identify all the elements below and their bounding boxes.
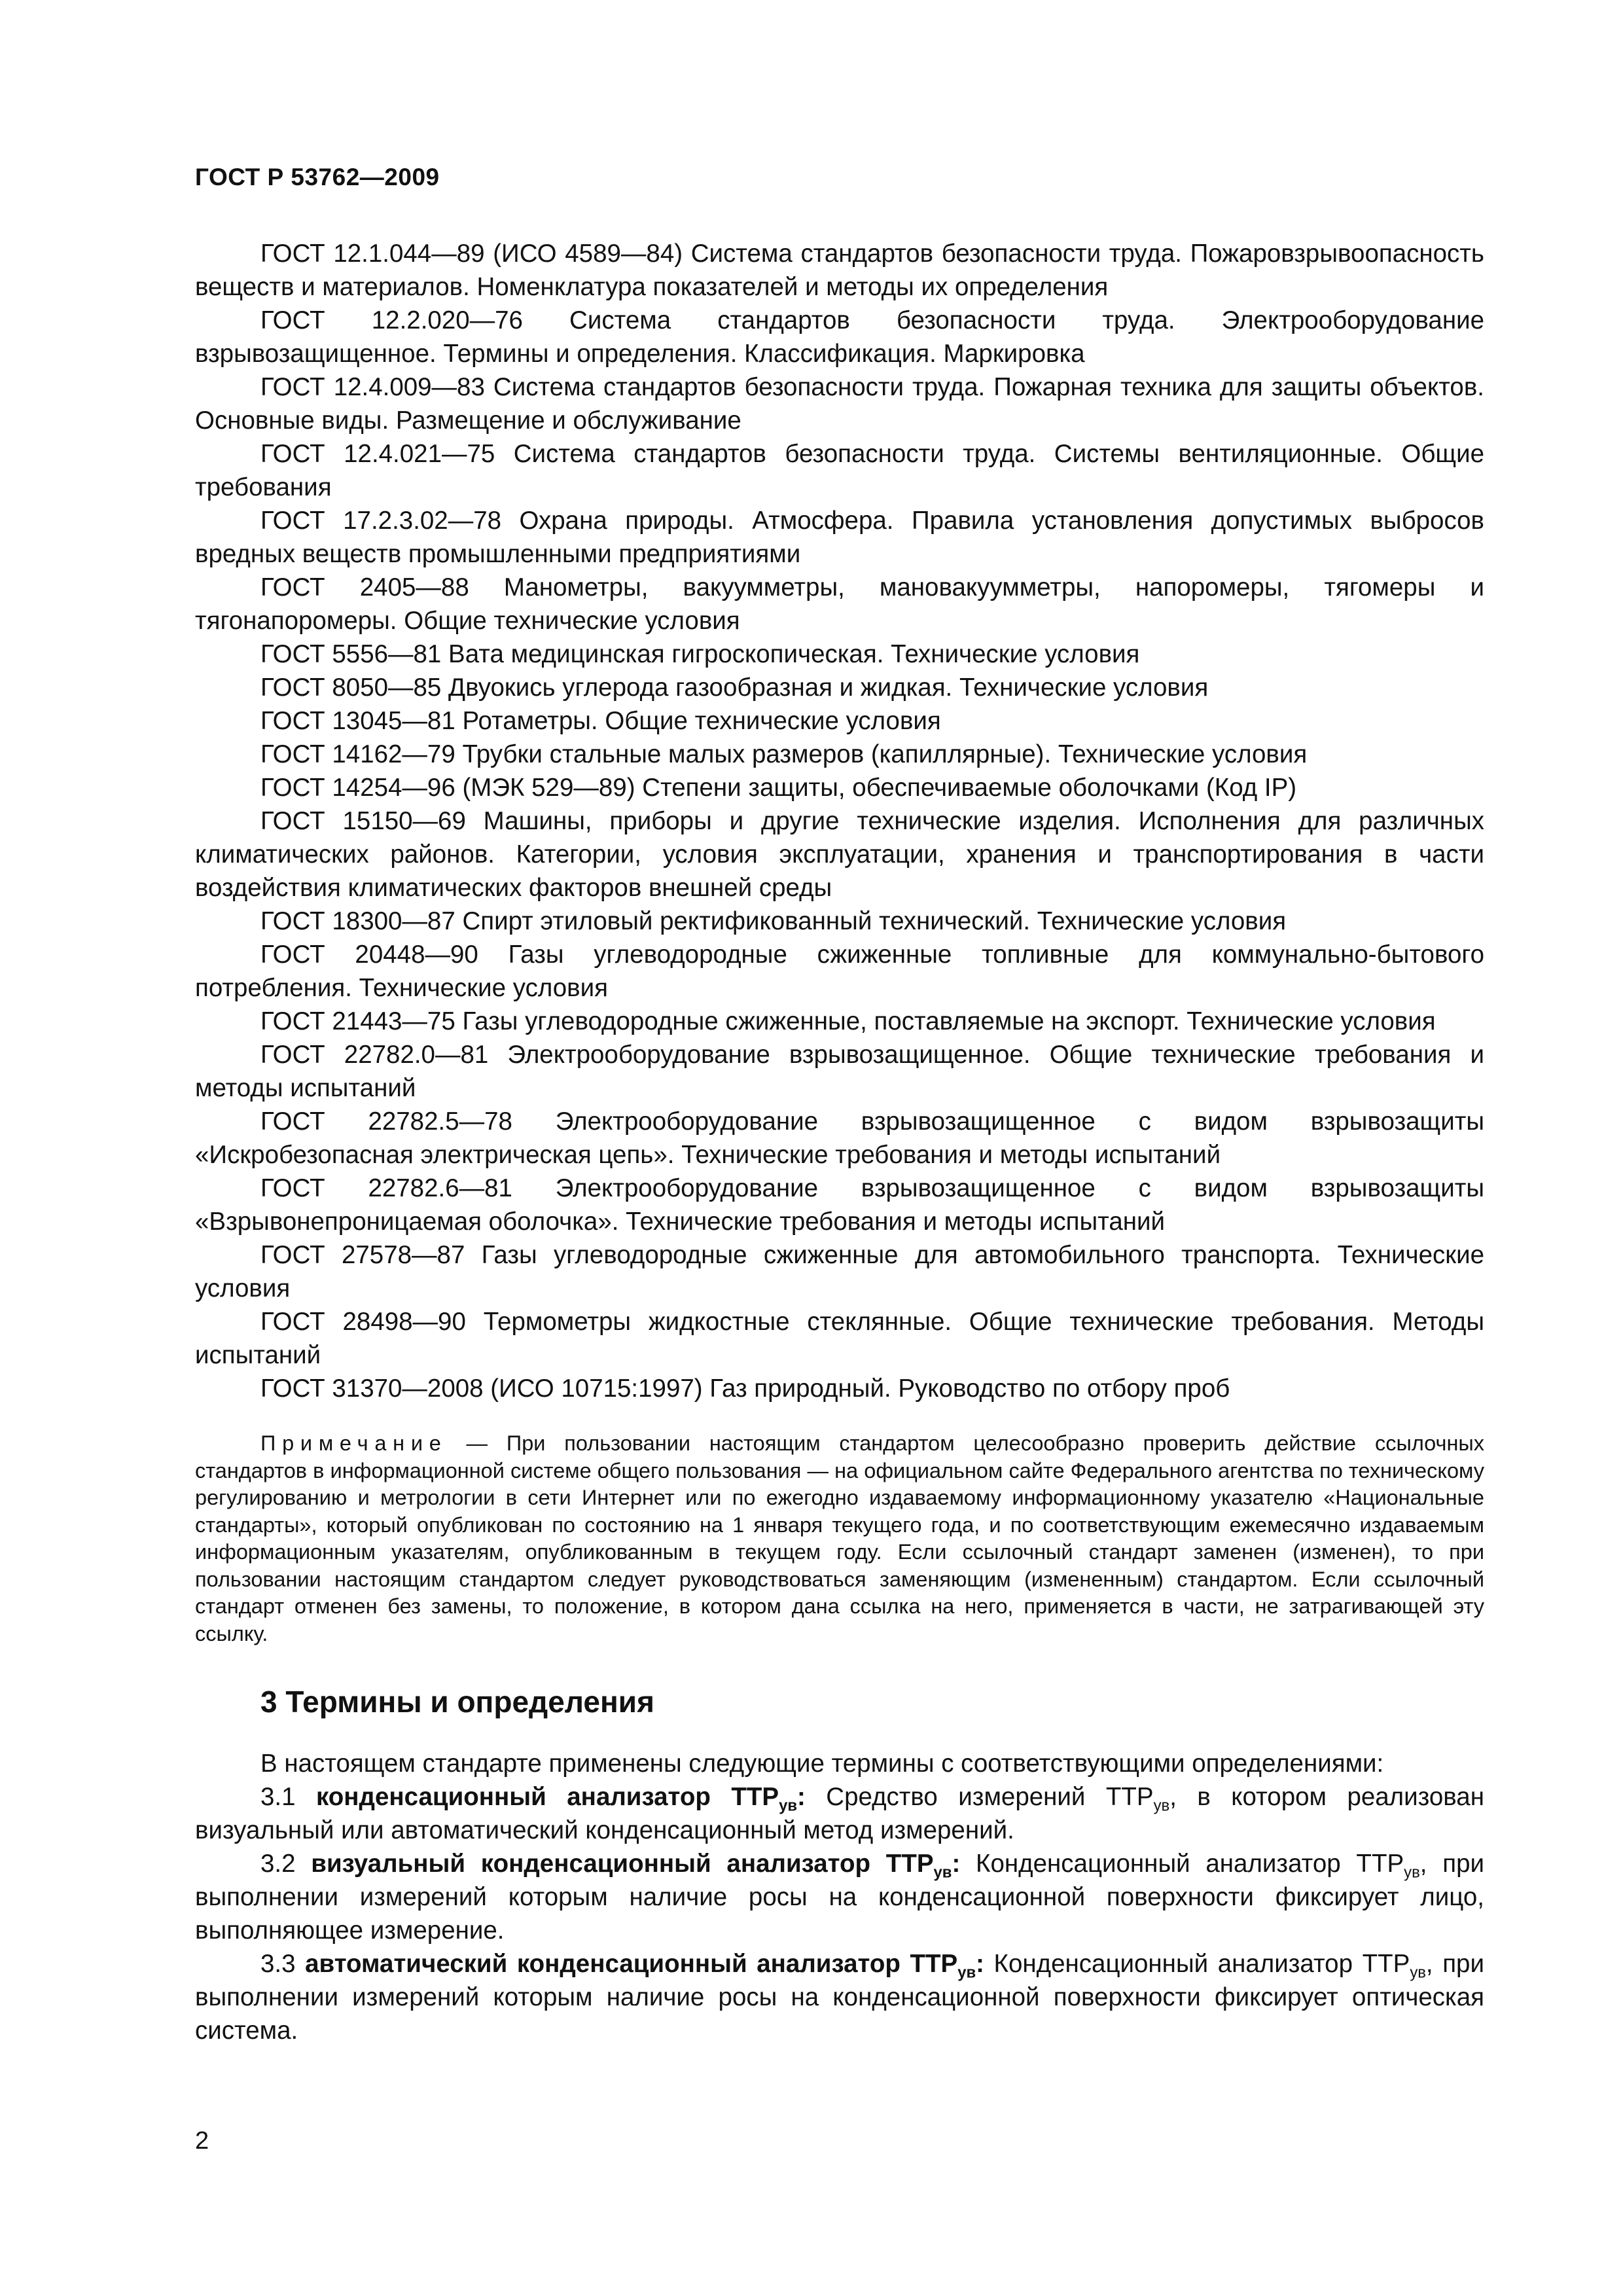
term-def: Средство измерений $ТТР_{ув}$, в котором реализован визуальный или автоматический конденсационный метод измерений. bbox=[195, 1783, 1484, 1844]
reference-item: ГОСТ 22782.5—78 Электрооборудование взрывозащищенное с видом взрывозащиты «Искробезопасная электрическая цепь». Технические требования и методы испытаний bbox=[195, 1107, 1484, 1169]
term-definition bbox=[195, 1780, 1484, 1847]
reference-item: ГОСТ 12.2.020—76 Система стандартов безопасности труда. Электрооборудование взрывозащищенное. Термины и определения. Классификация. Маркировка bbox=[195, 306, 1484, 368]
term-number: 3.1 bbox=[260, 1783, 296, 1811]
reference-item: ГОСТ 21443—75 Газы углеводородные сжиженные, поставляемые на экспорт. Технические условия bbox=[260, 1007, 1436, 1035]
reference-item: ГОСТ 17.2.3.02—78 Охрана природы. Атмосфера. Правила установления допустимых выбросов вредных веществ промышленными предприятиями bbox=[195, 507, 1484, 568]
term-def: Конденсационный анализатор $ТТР_{ув}$, при выполнении измерений которым наличие росы на конденсационной поверхности фиксирует лицо, выполняющее измерение. bbox=[195, 1850, 1484, 1945]
reference-item: ГОСТ 2405—88 Манометры, вакуумметры, мановакуумметры, напоромеры, тягомеры и тягонапоромеры. Общие технические условия bbox=[195, 573, 1484, 635]
term-number: 3.2 bbox=[260, 1850, 296, 1878]
reference-item: ГОСТ 14254—96 (МЭК 529—89) Степени защиты, обеспечиваемые оболочками (Код IP) bbox=[260, 774, 1297, 802]
reference-item: ГОСТ 22782.6—81 Электрооборудование взрывозащищенное с видом взрывозащиты «Взрывонепроницаемая оболочка». Технические требования и методы испытаний bbox=[195, 1174, 1484, 1236]
term-name: визуальный конденсационный анализатор $ТТР_{ув}$: bbox=[311, 1850, 961, 1882]
term-definition bbox=[195, 1947, 1484, 2047]
page-number: 2 bbox=[195, 2127, 209, 2155]
note-label: Примечание bbox=[260, 1431, 448, 1455]
reference-item: ГОСТ 12.4.021—75 Система стандартов безопасности труда. Системы вентиляционные. Общие требования bbox=[195, 440, 1484, 501]
note-dash: — bbox=[447, 1431, 507, 1455]
term-name: конденсационный анализатор $ТТР_{ув}$: bbox=[315, 1783, 806, 1815]
note-paragraph bbox=[195, 1430, 1484, 1647]
reference-item: ГОСТ 15150—69 Машины, приборы и другие технические изделия. Исполнения для различных климатических районов. Категории, условия эксплуатации, хранения и транспортирования в части воздействия климатических факторов внешней среды bbox=[195, 807, 1484, 902]
reference-item: ГОСТ 8050—85 Двуокись углерода газообразная и жидкая. Технические условия bbox=[260, 673, 1209, 702]
reference-item: ГОСТ 27578—87 Газы углеводородные сжиженные для автомобильного транспорта. Технические условия bbox=[195, 1241, 1484, 1302]
reference-item: ГОСТ 14162—79 Трубки стальные малых размеров (капиллярные). Технические условия bbox=[260, 740, 1308, 768]
references-list bbox=[195, 237, 1484, 1405]
reference-item: ГОСТ 12.4.009—83 Система стандартов безопасности труда. Пожарная техника для защиты объектов. Основные виды. Размещение и обслуживание bbox=[195, 373, 1484, 435]
reference-item: ГОСТ 22782.0—81 Электрооборудование взрывозащищенное. Общие технические требования и методы испытаний bbox=[195, 1041, 1484, 1102]
page-content bbox=[195, 237, 1484, 2047]
term-number: 3.3 bbox=[260, 1950, 296, 1978]
reference-item: ГОСТ 20448—90 Газы углеводородные сжиженные топливные для коммунально-бытового потребления. Технические условия bbox=[195, 941, 1484, 1002]
reference-item: ГОСТ 12.1.044—89 (ИСО 4589—84) Система стандартов безопасности труда. Пожаровзрывоопасность веществ и материалов. Номенклатура показателей и методы их определения bbox=[195, 240, 1484, 301]
reference-item: ГОСТ 28498—90 Термометры жидкостные стеклянные. Общие технические требования. Методы испытаний bbox=[195, 1308, 1484, 1369]
reference-item: ГОСТ 5556—81 Вата медицинская гигроскопическая. Технические условия bbox=[260, 640, 1140, 668]
term-definition bbox=[195, 1847, 1484, 1947]
note-text: При пользовании настоящим стандартом целесообразно проверить действие ссылочных стандартов в информационной системе общего пользования — на официальном сайте Федерального агентства по техническому регулированию и метрологии в сети Интернет или по ежегодно издаваемому информационному указателю «Национальные стандарты», который опубликован по состоянию на 1 января текущего года, и по соответствующим ежемесячно издаваемым информационным указателям, опубликованным в текущем году. Если ссылочный стандарт заменен (изменен), то при пользовании настоящим стандартом следует руководствоваться заменяющим (измененным) стандартом. Если ссылочный стандарт отменен без замены, то положение, в котором дана ссылка на него, применяется в части, не затрагивающей эту ссылку. bbox=[195, 1431, 1485, 1645]
term-name: автоматический конденсационный анализатор $ТТР_{ув}$: bbox=[305, 1950, 984, 1982]
term-def: Конденсационный анализатор $ТТР_{ув}$, при выполнении измерений которым наличие росы на конденсационной поверхности фиксирует оптическая система. bbox=[195, 1950, 1484, 2045]
reference-item: ГОСТ 13045—81 Ротаметры. Общие технические условия bbox=[260, 707, 941, 735]
section-heading: 3 Термины и определения bbox=[260, 1685, 654, 1719]
section-intro: В настоящем стандарте применены следующие термины с соответствующими определениями: bbox=[260, 1749, 1384, 1778]
reference-item: ГОСТ 18300—87 Спирт этиловый ректификованный технический. Технические условия bbox=[260, 907, 1287, 935]
document-header-id: ГОСТ Р 53762—2009 bbox=[195, 164, 440, 190]
reference-item: ГОСТ 31370—2008 (ИСО 10715:1997) Газ природный. Руководство по отбору проб bbox=[260, 1374, 1230, 1403]
